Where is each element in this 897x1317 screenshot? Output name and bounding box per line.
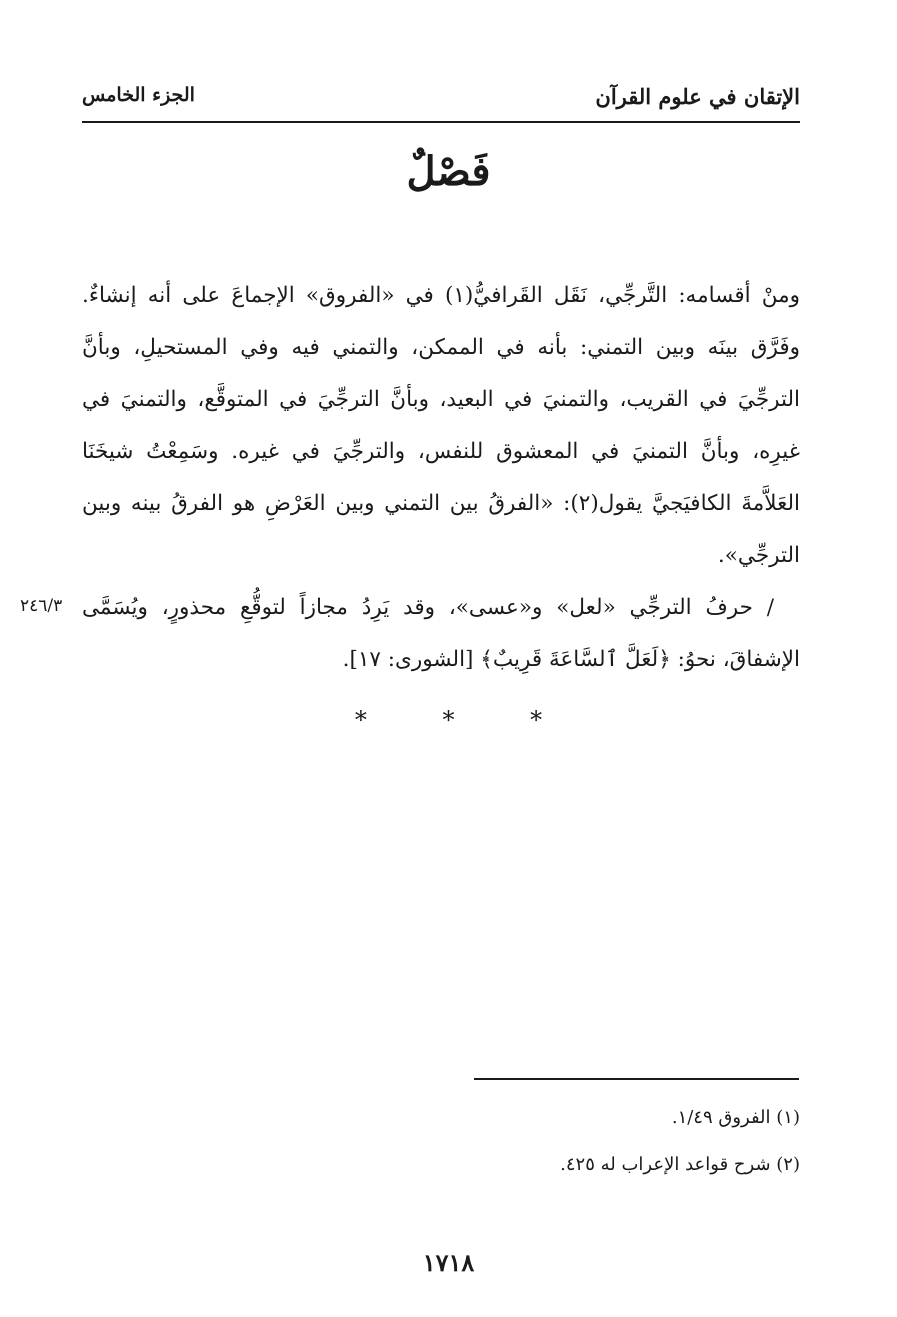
- header-divider: [82, 121, 800, 123]
- book-title: الإتقان في علوم القرآن: [595, 84, 800, 109]
- footnote-2: (٢) شرح قواعد الإعراب له ٤٢٥.: [560, 1154, 800, 1175]
- footnote-divider: [474, 1078, 799, 1080]
- footnotes: [300, 1094, 800, 1188]
- page-number: ١٧١٨: [422, 1248, 475, 1277]
- running-header: [82, 78, 800, 118]
- section-separator: * * *: [354, 706, 577, 734]
- paragraph-2: / حرفُ الترجِّي «لعل» و«عسى»، وقد يَرِدُ مجازاً لتوقُّعِ محذورٍ، ويُسَمَّى الإشفاقَ، نحوُ: ﴿لَعَلَّ ٱلسَّاعَةَ قَرِيبٌ﴾ [الشورى: ١٧].: [82, 595, 800, 672]
- footnote-1: (١) الفروق ١/٤٩.: [671, 1107, 800, 1128]
- part-title: الجزء الخامس: [82, 84, 195, 106]
- margin-page-reference: ٢٤٦/٣: [20, 596, 63, 616]
- paragraph-1: ومنْ أقسامه: التَّرجِّي، نَقَل القَرافيُّ(١) في «الفروق» الإجماعَ على أنه إنشاءٌ. وفَرَّق بينَه وبين التمني: بأنه في الممكن، والتمني فيه وفي المستحيلِ، وبأنَّ الترجِّيَ في القريب، والتمنيَ في البعيد، وبأنَّ الترجِّيَ في المتوقَّع، والتمنيَ في غيرِه، وبأنَّ التمنيَ في المعشوق للنفس، والترجِّيَ في غيره. وسَمِعْتُ شيخَنَا العَلاَّمةَ الكافيَجيَّ يقول(٢): «الفرقُ بين التمني وبين العَرْضِ هو الفرقُ بينه وبين الترجِّي».: [82, 283, 800, 568]
- section-title: فَصْلٌ: [406, 148, 491, 195]
- body-text: [82, 270, 800, 686]
